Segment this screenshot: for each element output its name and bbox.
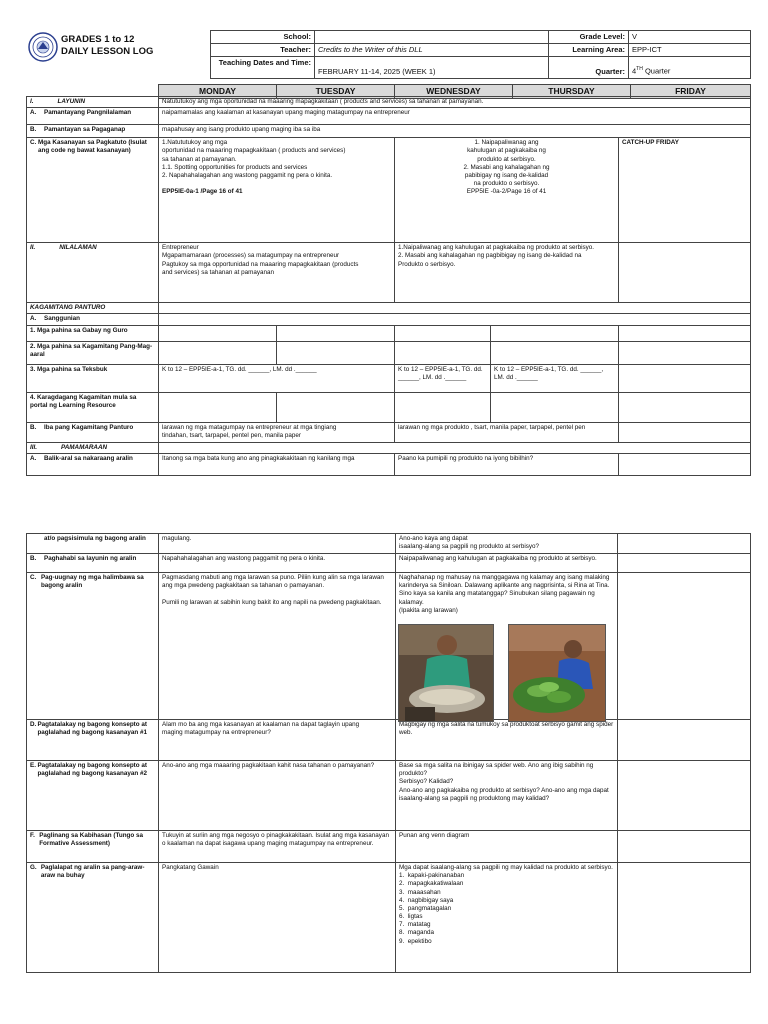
list-item: 1. kapaki-pakinanaban (399, 872, 465, 880)
list-item: 9. epektibo (399, 937, 432, 945)
kalamay-photo-rina (398, 624, 494, 722)
row-teksbuk: 3. Mga pahina sa Teksbuk K to 12 – EPP5IE-a-1, TG. dd. ______, LM. dd .______ K to 12 – EPP5IE-a-1, TG. dd. ______, LM. dd .______ K to 12 – EPP5IE-a-1, TG. dd. ______, LM. dd .______ (27, 364, 751, 392)
learning-area-label: Learning Area: (549, 43, 629, 56)
list-item: 8. maganda (399, 929, 435, 937)
row-pamamaraan: III. PAMAMARAAN (27, 442, 751, 453)
row-kagamitang-pang-mag-aaral: 2. Mga pahina sa Kagamitang Pang-Mag-aaral (27, 341, 751, 364)
school-label: School: (211, 31, 315, 44)
teaching-dates-label: Teaching Dates and Time: (211, 56, 315, 78)
grade-level-label: Grade Level: (549, 31, 629, 44)
quarter-value: 4TH Quarter (629, 56, 751, 78)
row-pamantayan-pagaganap: B. Pamantayan sa Pagaganap mapahusay ang isang produkto upang maging iba sa iba (27, 125, 751, 138)
row-pagtatalakay-1: D. Pagtatalakay ng bagong konsepto at paglalahad ng bagong kasanayan #1 Alam mo ba ang mga kasanayan at kaalaman na dapat taglayin upang maging matagumpay na entrepreneur? Magbigay ng mga salita na tumukoy sa produktoat serbisyo gamit ang spider web. (27, 720, 751, 761)
grade-level-value: V (629, 31, 751, 44)
list-item: 7. matatag (399, 921, 431, 929)
row-pagtatalakay-2: E. Pagtatalakay ng bagong konsepto at paglalahad ng bagong kasanayan #2 Ano-ano ang mga maaaring pagkakitaan kahit nasa tahanan o pamayanan? Base sa mga salita na ibinigay sa spider web. Ano ang ibig sabihin ng produkto? Serbisyo? Kalidad? Ano-ano ang pagkakaiba ng produkto at serbisyo? Ano-ano ang mga dapat isaalang-alang sa pagpili ng produktong may kalidad? (27, 761, 751, 831)
teacher-value: Credits to the Writer of this DLL (315, 43, 549, 56)
row-pamantayang-pangnilalaman: A. Pamantayang Pangnilalaman naipamamalas ang kaalaman at kasanayan upang maging matagumpay na entrepreneur (27, 108, 751, 125)
row-balik-aral: A. Balik-aral sa nakaraang aralin Itanong sa mga bata kung ano ang pinagkakakitaan ng kanilang mga Paano ka pumipili ng produkto na iyong bibilhin? (27, 453, 751, 475)
deped-seal-logo (28, 32, 58, 62)
row-kasanayan: C. Mga Kasanayan sa Pagkatuto (Isulat ang code ng bawat kasanayan) 1.Natututukoy ang mga oportunidad na maaaring mapagkakitaan ( products and services) sa tahanan at pamayanan. 1.1. Spotting opportunities for products and services 2. Napahahalagahan ang wastong paggamit ng pera o kinita. EPP5IE-0a-1 /Page 16 of 41 1. Naipapaliwanag ang kahulugan at pagkakaiba ng produkto at serbisyo. 2. Masabi ang kahalagahan ng pabibigay ng isang de-kalidad na produkto o serbisyo. EPP5IE -0a-2/Page 16 of 41 CATCH-UP FRIDAY (27, 138, 751, 243)
row-paglalapat: G. Paglalapat ng aralin sa pang-araw-araw na buhay Pangkatang Gawain Mga dapat isaalang-alang sa pagpili ng may kalidad na produkto at serbisyo. 1. kapaki-pakinanaban 2. mapagkakatiwalaan 3. maaasahan 4. nagbibigay saya 5. pangmatagalan 6. ligtas 7. matatag 8. maganda 9. epektibo (27, 863, 751, 973)
lesson-log-table-page2 (26, 533, 751, 973)
school-value (315, 31, 549, 44)
row-paghahabi: B. Paghahabi sa layunin ng aralin Napahahalagahan ang wastong paggamit ng pera o kinita. Naipapaliwanag ang kahulugan at pagkakaiba ng produkto at serbisyo. (27, 554, 751, 573)
list-item: 6. ligtas (399, 913, 423, 921)
row-kagamitan: KAGAMITANG PANTURO (27, 303, 751, 314)
log-title: GRADES 1 to 12 DAILY LESSON LOG (61, 34, 154, 57)
row-nilalaman: II. NILALAMAN Entrepreneur Mgapamamaraan (processes) sa matagumpay na entrepreneur Pagtukoy sa mga opportunidad na maaaring mapagkakitaan (products and services) sa tahanan at pamayanan 1.Naipaliwanag ang kahulugan at pagkakaiba ng produkto at serbisyo. 2. Masabi ang kahalagahan ng pagbibigay ng isang de-kalidad na Produkto o serbisyo. (27, 243, 751, 303)
day-friday: FRIDAY (631, 85, 751, 99)
list-item: 4. nagbibigay saya (399, 896, 454, 904)
day-wednesday: WEDNESDAY (395, 85, 513, 99)
row-karagdagang-kagamitan: 4. Karagdagang Kagamitan mula sa portal ng Learning Resource (27, 392, 751, 422)
kalamay-photo-tina (508, 624, 606, 722)
layunin-text: Natututukoy ang mga oportunidad na maaaring mapagkakitaan ( products and services) sa tahanan at pamayanan. (159, 97, 751, 108)
row-balik-aral-cont: at/o pagsisimula ng bagong aralin magulang. Ano-ano kaya ang dapat isaalang-alang sa pagpili ng produkto at serbisyo? (27, 534, 751, 554)
row-paglinang: F. Paglinang sa Kabihasan (Tungo sa Formative Assessment) Tukuyin at suriin ang mga negosyo o pinagkakakitaan. Isulat ang mga kasanayan o kaalaman na dapat isagawa upang maging matagumpay na entrepreneur. Punan ang venn diagram (27, 831, 751, 863)
teaching-dates-value: FEBRUARY 11-14, 2025 (WEEK 1) (315, 56, 549, 78)
learning-area-value: EPP-ICT (629, 43, 751, 56)
row-pag-uugnay: C. Pag-uugnay ng mga halimbawa sa bagong aralin Pagmasdang mabuti ang mga larawan sa puno. Piliin kung alin sa mga larawan ang mga pwedeng pagkakitaan sa tahanan o pamayanan. Pumili ng larawan at sabihin kung bakit ito ang napili na pwedeng pagkakitaan. Naghahanap ng mahusay na manggagawa ng kalamay ang isang malaking karinderya sa Siniloan. Dalawang aplikante ang nagprisinta, si Rina at Tina. Sino kaya sa kanila ang matatanggap? Sinubukan silang pagawain ng kalamay. (Ipakita ang larawan) (27, 573, 751, 720)
qualities-list (399, 872, 614, 946)
quarter-label: Quarter: (549, 56, 629, 78)
day-tuesday: TUESDAY (277, 85, 395, 99)
list-item: 3. maaasahan (399, 888, 441, 896)
lesson-log-table-page1 (26, 96, 751, 476)
row-gabay: 1. Mga pahina sa Gabay ng Guro (27, 325, 751, 341)
row-iba-pang-kagamitan: B. Iba pang Kagamitang Panturo larawan ng mga matagumpay na entrepreneur at mga tingiang tindahan, tsart, tarpapel, pentel pen, manila paper larawan ng mga produkto , tsart, manila paper, tarpapel, pentel pen (27, 422, 751, 442)
day-thursday: THURSDAY (513, 85, 631, 99)
row-layunin: I. LAYUNIN Natututukoy ang mga oportunidad na maaaring mapagkakitaan ( products and services) sa tahanan at pamayanan. (27, 97, 751, 108)
row-sanggunian: A. Sanggunian (27, 314, 751, 325)
header-info-table (210, 30, 751, 79)
list-item: 5. pangmatagalan (399, 904, 452, 912)
teacher-label: Teacher: (211, 43, 315, 56)
list-item: 2. mapagkakatiwalaan (399, 880, 464, 888)
day-monday: MONDAY (159, 85, 277, 99)
